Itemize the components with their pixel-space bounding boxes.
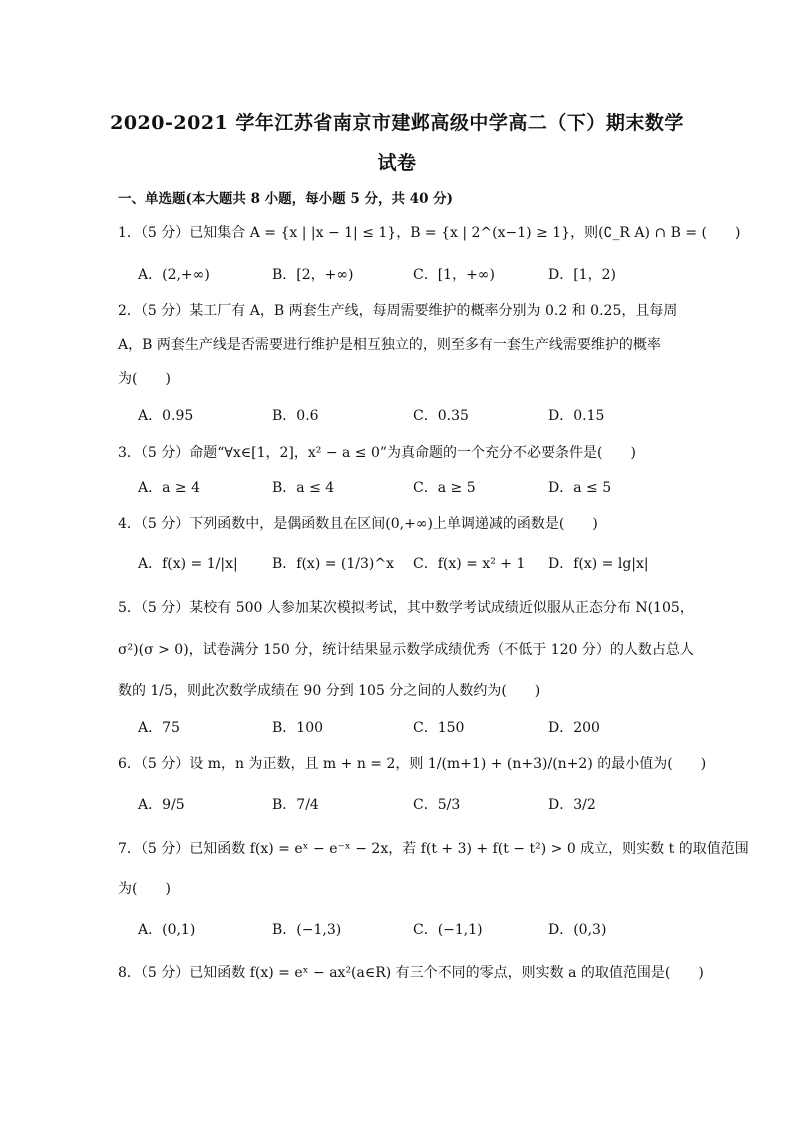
section-heading: 一、单选题(本大题共 8 小题，每小题 5 分，共 40 分) — [118, 191, 454, 207]
question-4-options — [138, 553, 698, 577]
question-7-line-2: 为( ) — [118, 881, 171, 897]
document-title-line-1: 2020-2021 学年江苏省南京市建邺高级中学高二（下）期末数学 — [110, 112, 684, 134]
question-2-options — [138, 405, 698, 429]
option-b: B．[2，+∞) — [272, 267, 354, 283]
option-d: D．200 — [548, 720, 600, 736]
question-3-options — [138, 477, 698, 501]
question-1-text: 1．（5 分）已知集合 A = {x | |x − 1| ≤ 1}，B = {x | 2^(x−1) ≥ 1}，则(∁_R A) ∩ B = ( ) — [118, 225, 741, 241]
question-6-text: 6．（5 分）设 m，n 为正数，且 m + n = 2，则 1/(m+1) + (n+3)/(n+2) 的最小值为( ) — [118, 756, 707, 772]
question-3-text: 3．（5 分）命题“∀x∈[1，2]，x² − a ≤ 0”为真命题的一个充分不必要条件是( ) — [118, 445, 636, 461]
question-7-line-1: 7．（5 分）已知函数 f(x) = eˣ − e⁻ˣ − 2x，若 f(t + 3) + f(t − t²) > 0 成立，则实数 t 的取值范围 — [118, 841, 749, 857]
option-d: D．f(x) = lg|x| — [548, 556, 649, 572]
option-d: D．0.15 — [548, 408, 605, 424]
option-a: A．75 — [138, 720, 180, 736]
option-b: B．f(x) = (1/3)^x — [272, 556, 395, 572]
option-b: B．a ≤ 4 — [272, 480, 335, 496]
question-2-line-3: 为( ) — [118, 371, 171, 387]
option-a: A．0.95 — [138, 408, 194, 424]
question-2-line-1: 2．（5 分）某工厂有 A，B 两套生产线，每周需要维护的概率分别为 0.2 和 0.25，且每周 — [118, 303, 678, 319]
option-c: C．[1，+∞) — [413, 267, 495, 283]
question-5-options — [138, 717, 698, 741]
option-a: A．f(x) = 1/|x| — [138, 556, 238, 572]
option-c: C．(−1,1) — [413, 922, 483, 938]
question-6-options — [138, 794, 698, 818]
option-a: A．(2,+∞) — [138, 267, 210, 283]
option-a: A．9/5 — [138, 797, 185, 813]
question-5-line-3: 数的 1/5，则此次数学成绩在 90 分到 105 分之间的人数约为( ) — [118, 683, 541, 699]
question-5-line-2: σ²)(σ > 0)，试卷满分 150 分，统计结果显示数学成绩优秀（不低于 120 分）的人数占总人 — [118, 642, 694, 658]
question-2-line-2: A，B 两套生产线是否需要进行维护是相互独立的，则至多有一套生产线需要维护的概率 — [118, 337, 661, 353]
question-1-options — [138, 264, 698, 288]
question-7-options — [138, 919, 698, 943]
document-title-line-2: 试卷 — [377, 152, 417, 174]
option-d: D．a ≤ 5 — [548, 480, 612, 496]
option-c: C．0.35 — [413, 408, 469, 424]
option-d: D．(0,3) — [548, 922, 607, 938]
option-c: C．a ≥ 5 — [413, 480, 476, 496]
option-a: A．(0,1) — [138, 922, 196, 938]
option-d: D．3/2 — [548, 797, 596, 813]
option-b: B．0.6 — [272, 408, 319, 424]
option-c: C．150 — [413, 720, 465, 736]
option-b: B．100 — [272, 720, 324, 736]
question-4-text: 4．（5 分）下列函数中，是偶函数且在区间(0,+∞)上单调递减的函数是( ) — [118, 516, 598, 532]
question-8-text: 8．（5 分）已知函数 f(x) = eˣ − ax²(a∈R) 有三个不同的零点，则实数 a 的取值范围是( ) — [118, 965, 704, 981]
option-c: C．5/3 — [413, 797, 461, 813]
question-5-line-1: 5．（5 分）某校有 500 人参加某次模拟考试，其中数学考试成绩近似服从正态分布 N(105， — [118, 600, 694, 616]
option-a: A．a ≥ 4 — [138, 480, 200, 496]
option-d: D．[1，2) — [548, 267, 616, 283]
option-c: C．f(x) = x² + 1 — [413, 556, 526, 572]
option-b: B．7/4 — [272, 797, 319, 813]
option-b: B．(−1,3) — [272, 922, 342, 938]
